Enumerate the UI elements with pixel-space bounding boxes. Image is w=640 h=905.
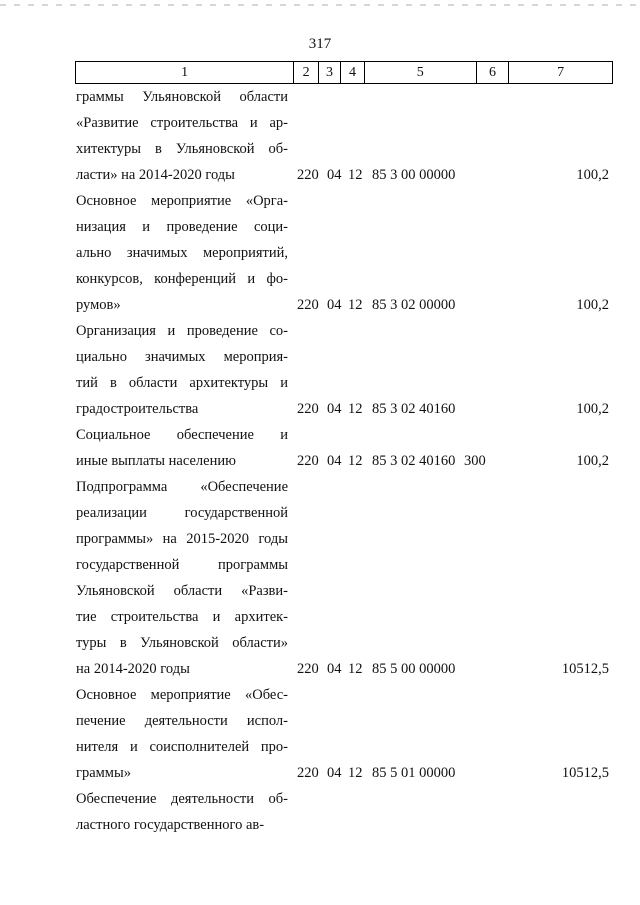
header-col-4: 4 bbox=[341, 62, 365, 83]
amount-value: 10512,5 bbox=[561, 765, 609, 781]
row-description-line: румов» bbox=[76, 297, 121, 313]
header-col-1: 1 bbox=[76, 62, 294, 83]
row-description-line: Основное мероприятие «Обес- bbox=[76, 687, 288, 703]
row-description-line: печение деятельности испол- bbox=[76, 713, 288, 729]
row-description-line: Ульяновской области «Разви- bbox=[76, 583, 288, 599]
header-col-3: 3 bbox=[319, 62, 341, 83]
row-description-line: ласти» на 2014-2020 годы bbox=[76, 167, 235, 183]
row-description-line: программы» на 2015-2020 годы bbox=[76, 531, 288, 547]
row-description-line: иные выплаты населению bbox=[76, 453, 236, 469]
row-description-line: «Развитие строительства и ар- bbox=[76, 115, 288, 131]
target-article-code: 85 3 02 00000 bbox=[372, 297, 456, 313]
row-description-line: государственной программы bbox=[76, 557, 288, 573]
expense-type-code: 300 bbox=[464, 453, 486, 469]
row-description-line: конкурсов, конференций и фо- bbox=[76, 271, 288, 287]
subsection-code: 12 bbox=[348, 167, 363, 183]
subsection-code: 12 bbox=[348, 661, 363, 677]
section-code: 04 bbox=[327, 661, 342, 677]
amount-value: 100,2 bbox=[576, 297, 609, 313]
ministry-code: 220 bbox=[297, 453, 319, 469]
target-article-code: 85 3 02 40160 bbox=[372, 453, 456, 469]
amount-value: 100,2 bbox=[576, 453, 609, 469]
ministry-code: 220 bbox=[297, 297, 319, 313]
scan-artifact bbox=[0, 4, 640, 6]
row-description-line: низация и проведение соци- bbox=[76, 219, 288, 235]
row-description-line: Организация и проведение со- bbox=[76, 323, 288, 339]
row-description-line: граммы Ульяновской области bbox=[76, 89, 288, 105]
subsection-code: 12 bbox=[348, 765, 363, 781]
row-description-line: Социальное обеспечение и bbox=[76, 427, 288, 443]
page-number: 317 bbox=[308, 36, 332, 52]
ministry-code: 220 bbox=[297, 765, 319, 781]
amount-value: 100,2 bbox=[576, 401, 609, 417]
row-description-line: на 2014-2020 годы bbox=[76, 661, 190, 677]
amount-value: 10512,5 bbox=[561, 661, 609, 677]
section-code: 04 bbox=[327, 765, 342, 781]
row-description-line: циально значимых мероприя- bbox=[76, 349, 288, 365]
header-col-5: 5 bbox=[365, 62, 477, 83]
section-code: 04 bbox=[327, 297, 342, 313]
header-col-6: 6 bbox=[477, 62, 510, 83]
row-description-line: туры в Ульяновской области» bbox=[76, 635, 288, 651]
row-description-line: тий в области архитектуры и bbox=[76, 375, 288, 391]
target-article-code: 85 5 01 00000 bbox=[372, 765, 456, 781]
section-code: 04 bbox=[327, 167, 342, 183]
row-description-line: нителя и соисполнителей про- bbox=[76, 739, 288, 755]
row-description-line: тие строительства и архитек- bbox=[76, 609, 288, 625]
ministry-code: 220 bbox=[297, 661, 319, 677]
row-description-line: хитектуры в Ульяновской об- bbox=[76, 141, 288, 157]
section-code: 04 bbox=[327, 401, 342, 417]
row-description-line: ластного государственного ав- bbox=[76, 817, 265, 833]
section-code: 04 bbox=[327, 453, 342, 469]
target-article-code: 85 5 00 00000 bbox=[372, 661, 456, 677]
row-description-line: Основное мероприятие «Орга- bbox=[76, 193, 288, 209]
header-col-2: 2 bbox=[294, 62, 319, 83]
subsection-code: 12 bbox=[348, 401, 363, 417]
subsection-code: 12 bbox=[348, 297, 363, 313]
table-header bbox=[75, 61, 613, 84]
target-article-code: 85 3 00 00000 bbox=[372, 167, 456, 183]
row-description-line: Подпрограмма «Обеспечение bbox=[76, 479, 288, 495]
row-description-line: градостроительства bbox=[76, 401, 199, 417]
amount-value: 100,2 bbox=[576, 167, 609, 183]
row-description-line: граммы» bbox=[76, 765, 131, 781]
row-description-line: реализации государственной bbox=[76, 505, 288, 521]
row-description-line: Обеспечение деятельности об- bbox=[76, 791, 288, 807]
subsection-code: 12 bbox=[348, 453, 363, 469]
target-article-code: 85 3 02 40160 bbox=[372, 401, 456, 417]
row-description-line: ально значимых мероприятий, bbox=[76, 245, 288, 261]
header-col-7: 7 bbox=[557, 65, 565, 80]
ministry-code: 220 bbox=[297, 167, 319, 183]
ministry-code: 220 bbox=[297, 401, 319, 417]
